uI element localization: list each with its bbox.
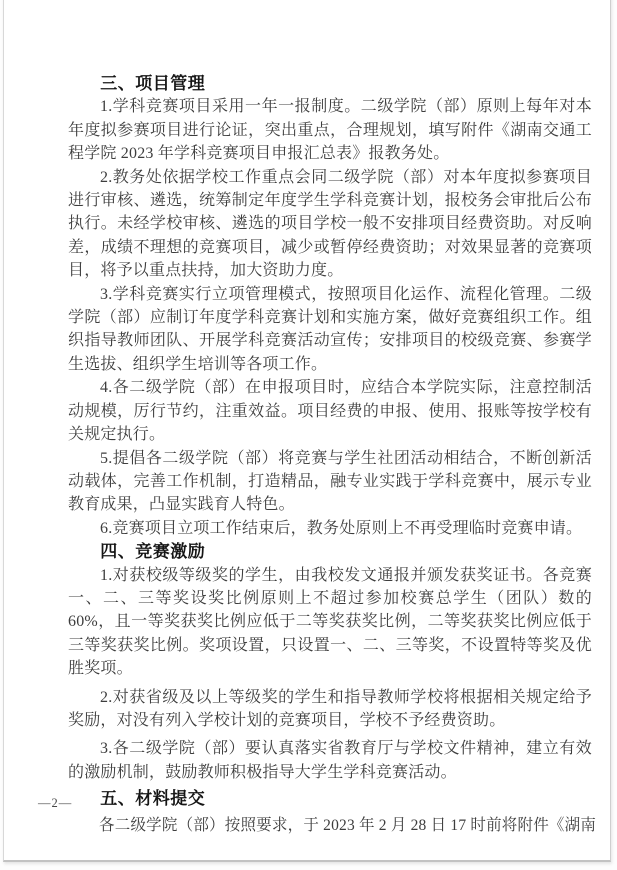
document-paragraph: 4.各二级学院（部）在申报项目时，应结合本学院实际，注意控制活动规模，厉行节约，注重效益。项目经费的申报、使用、报账等按学校有关规定执行。 — [68, 379, 592, 444]
document-paragraph: 1.对获校级等级奖的学生，由我校发文通报并颁发获奖证书。各竞赛一、二、三等奖设奖比例原则上不超过参加校赛总学生（团队）数的 60%，且一等奖获奖比例应低于二等奖获奖比例，二等奖获奖比例应低于三等奖获奖比例。奖项设置，只设置一、二、三等奖，不设置特等奖及优胜奖项。 — [68, 566, 592, 678]
document-paragraph: 3.学科竞赛实行立项管理模式，按照项目化运作、流程化管理。二级学院（部）应制订年度学科竞赛计划和实施方案，做好竞赛组织工作。组织指导教师团队、开展学科竞赛活动宣传；安排项目的校级竞赛、参赛学生选拔、组织学生培训等各项工作。 — [68, 285, 592, 373]
document-page — [3, 0, 611, 862]
document-paragraph: 6.竞赛项目立项工作结束后，教务处原则上不再受理临时竞赛申请。 — [100, 519, 583, 537]
page-number: —2— — [38, 796, 73, 810]
document-paragraph: 5.提倡各二级学院（部）将竞赛与学生社团活动相结合，不断创新活动载体，完善工作机制，打造精品，融专业实践于学科竞赛中，展示专业教育成果，凸显实践育人特色。 — [68, 449, 592, 514]
section-heading-competition-incentive: 四、竞赛激励 — [100, 542, 206, 562]
document-paragraph: 2.教务处依据学校工作重点会同二级学院（部）对本年度拟参赛项目进行审核、遴选，统筹制定年度学生学科竞赛计划，报校务会审批后公布执行。未经学校审核、遴选的项目学校一般不安排项目经费资助。对反响差，成绩不理想的竞赛项目，减少或暂停经费资助；对效果显著的竞赛项目，将予以重点扶持，加大资助力度。 — [68, 168, 592, 280]
section-heading-project-management: 三、项目管理 — [100, 74, 206, 93]
document-paragraph: 各二级学院（部）按照要求，于 2023 年 2 月 28 日 17 时前将附件《湖南 — [99, 816, 597, 834]
section-heading-material-submission: 五、材料提交 — [100, 789, 206, 809]
document-paragraph: 2.对获省级及以上等级奖的学生和指导教师学校将根据相关规定给予奖励，对没有列入学校计划的竞赛项目，学校不予经费资助。 — [68, 688, 592, 729]
document-paragraph: 1.学科竞赛项目采用一年一报制度。二级学院（部）原则上每年对本年度拟参赛项目进行论证，突出重点，合理规划，填写附件《湖南交通工程学院 2023 年学科竞赛项目申报汇总表》报教务处。 — [68, 98, 592, 163]
document-content — [68, 72, 597, 837]
document-paragraph: 3.各二级学院（部）要认真落实省教育厅与学校文件精神，建立有效的激励机制，鼓励教师积极指导大学生学科竞赛活动。 — [68, 740, 592, 781]
